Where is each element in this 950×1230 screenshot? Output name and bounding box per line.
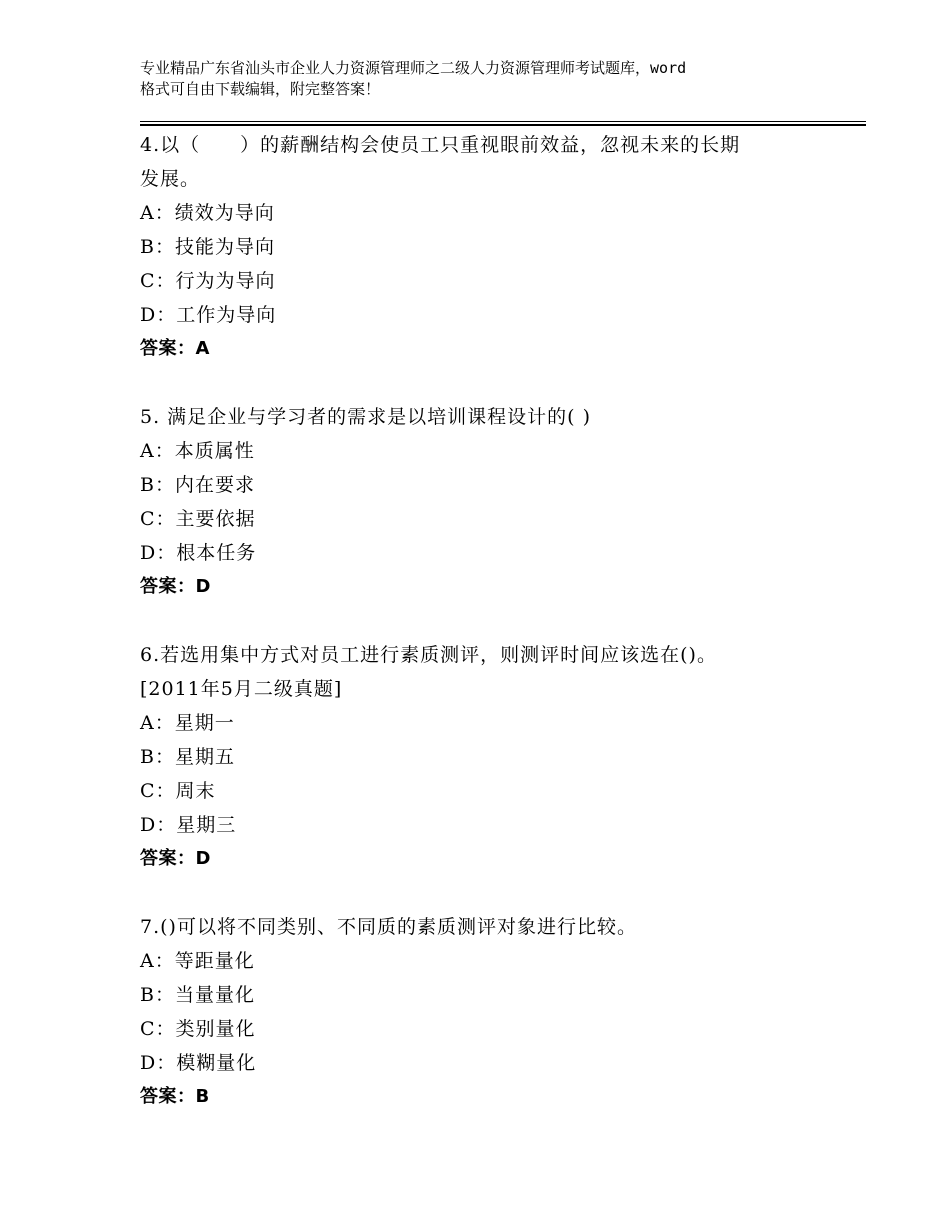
- question-stem-line: 7.()可以将不同类别、不同质的素质测评对象进行比较。: [140, 916, 637, 938]
- answer-line: 答案：D: [140, 576, 211, 597]
- question-list: [140, 128, 840, 1148]
- question-6: [140, 638, 840, 876]
- header-line-1: 专业精品广东省汕头市企业人力资源管理师之二级人力资源管理师考试题库，word: [140, 59, 687, 77]
- question-5: [140, 400, 840, 604]
- option-c: C：主要依据: [140, 508, 256, 530]
- option-b: B：星期五: [140, 746, 235, 768]
- option-a: A：绩效为导向: [140, 202, 275, 224]
- document-header: [140, 58, 840, 100]
- question-stem-line: 6.若选用集中方式对员工进行素质测评，则测评时间应该选在()。: [140, 644, 717, 666]
- question-7: [140, 910, 840, 1114]
- answer-line: 答案：A: [140, 338, 210, 359]
- option-d: D：根本任务: [140, 542, 257, 564]
- question-stem-line: 发展。: [140, 168, 201, 190]
- question-stem-line: 5. 满足企业与学习者的需求是以培训课程设计的( ): [140, 406, 592, 428]
- option-b: B：技能为导向: [140, 236, 275, 258]
- option-d: D：工作为导向: [140, 304, 277, 326]
- header-divider-thick: [140, 124, 866, 126]
- option-c: C：周末: [140, 780, 216, 802]
- option-c: C：行为为导向: [140, 270, 276, 292]
- option-c: C：类别量化: [140, 1018, 256, 1040]
- option-d: D：星期三: [140, 814, 237, 836]
- header-divider-thin: [140, 121, 866, 122]
- answer-line: 答案：D: [140, 848, 211, 869]
- option-b: B：内在要求: [140, 474, 255, 496]
- option-a: A：星期一: [140, 712, 235, 734]
- option-a: A：等距量化: [140, 950, 255, 972]
- question-stem-line: [2011年5月二级真题]: [140, 678, 343, 700]
- question-stem-line: 4.以（ ）的薪酬结构会使员工只重视眼前效益，忽视未来的长期: [140, 134, 741, 156]
- option-a: A：本质属性: [140, 440, 255, 462]
- question-4: [140, 128, 840, 366]
- option-d: D：模糊量化: [140, 1052, 257, 1074]
- header-line-2: 格式可自由下载编辑，附完整答案！: [140, 80, 381, 98]
- option-b: B：当量量化: [140, 984, 255, 1006]
- answer-line: 答案：B: [140, 1086, 210, 1107]
